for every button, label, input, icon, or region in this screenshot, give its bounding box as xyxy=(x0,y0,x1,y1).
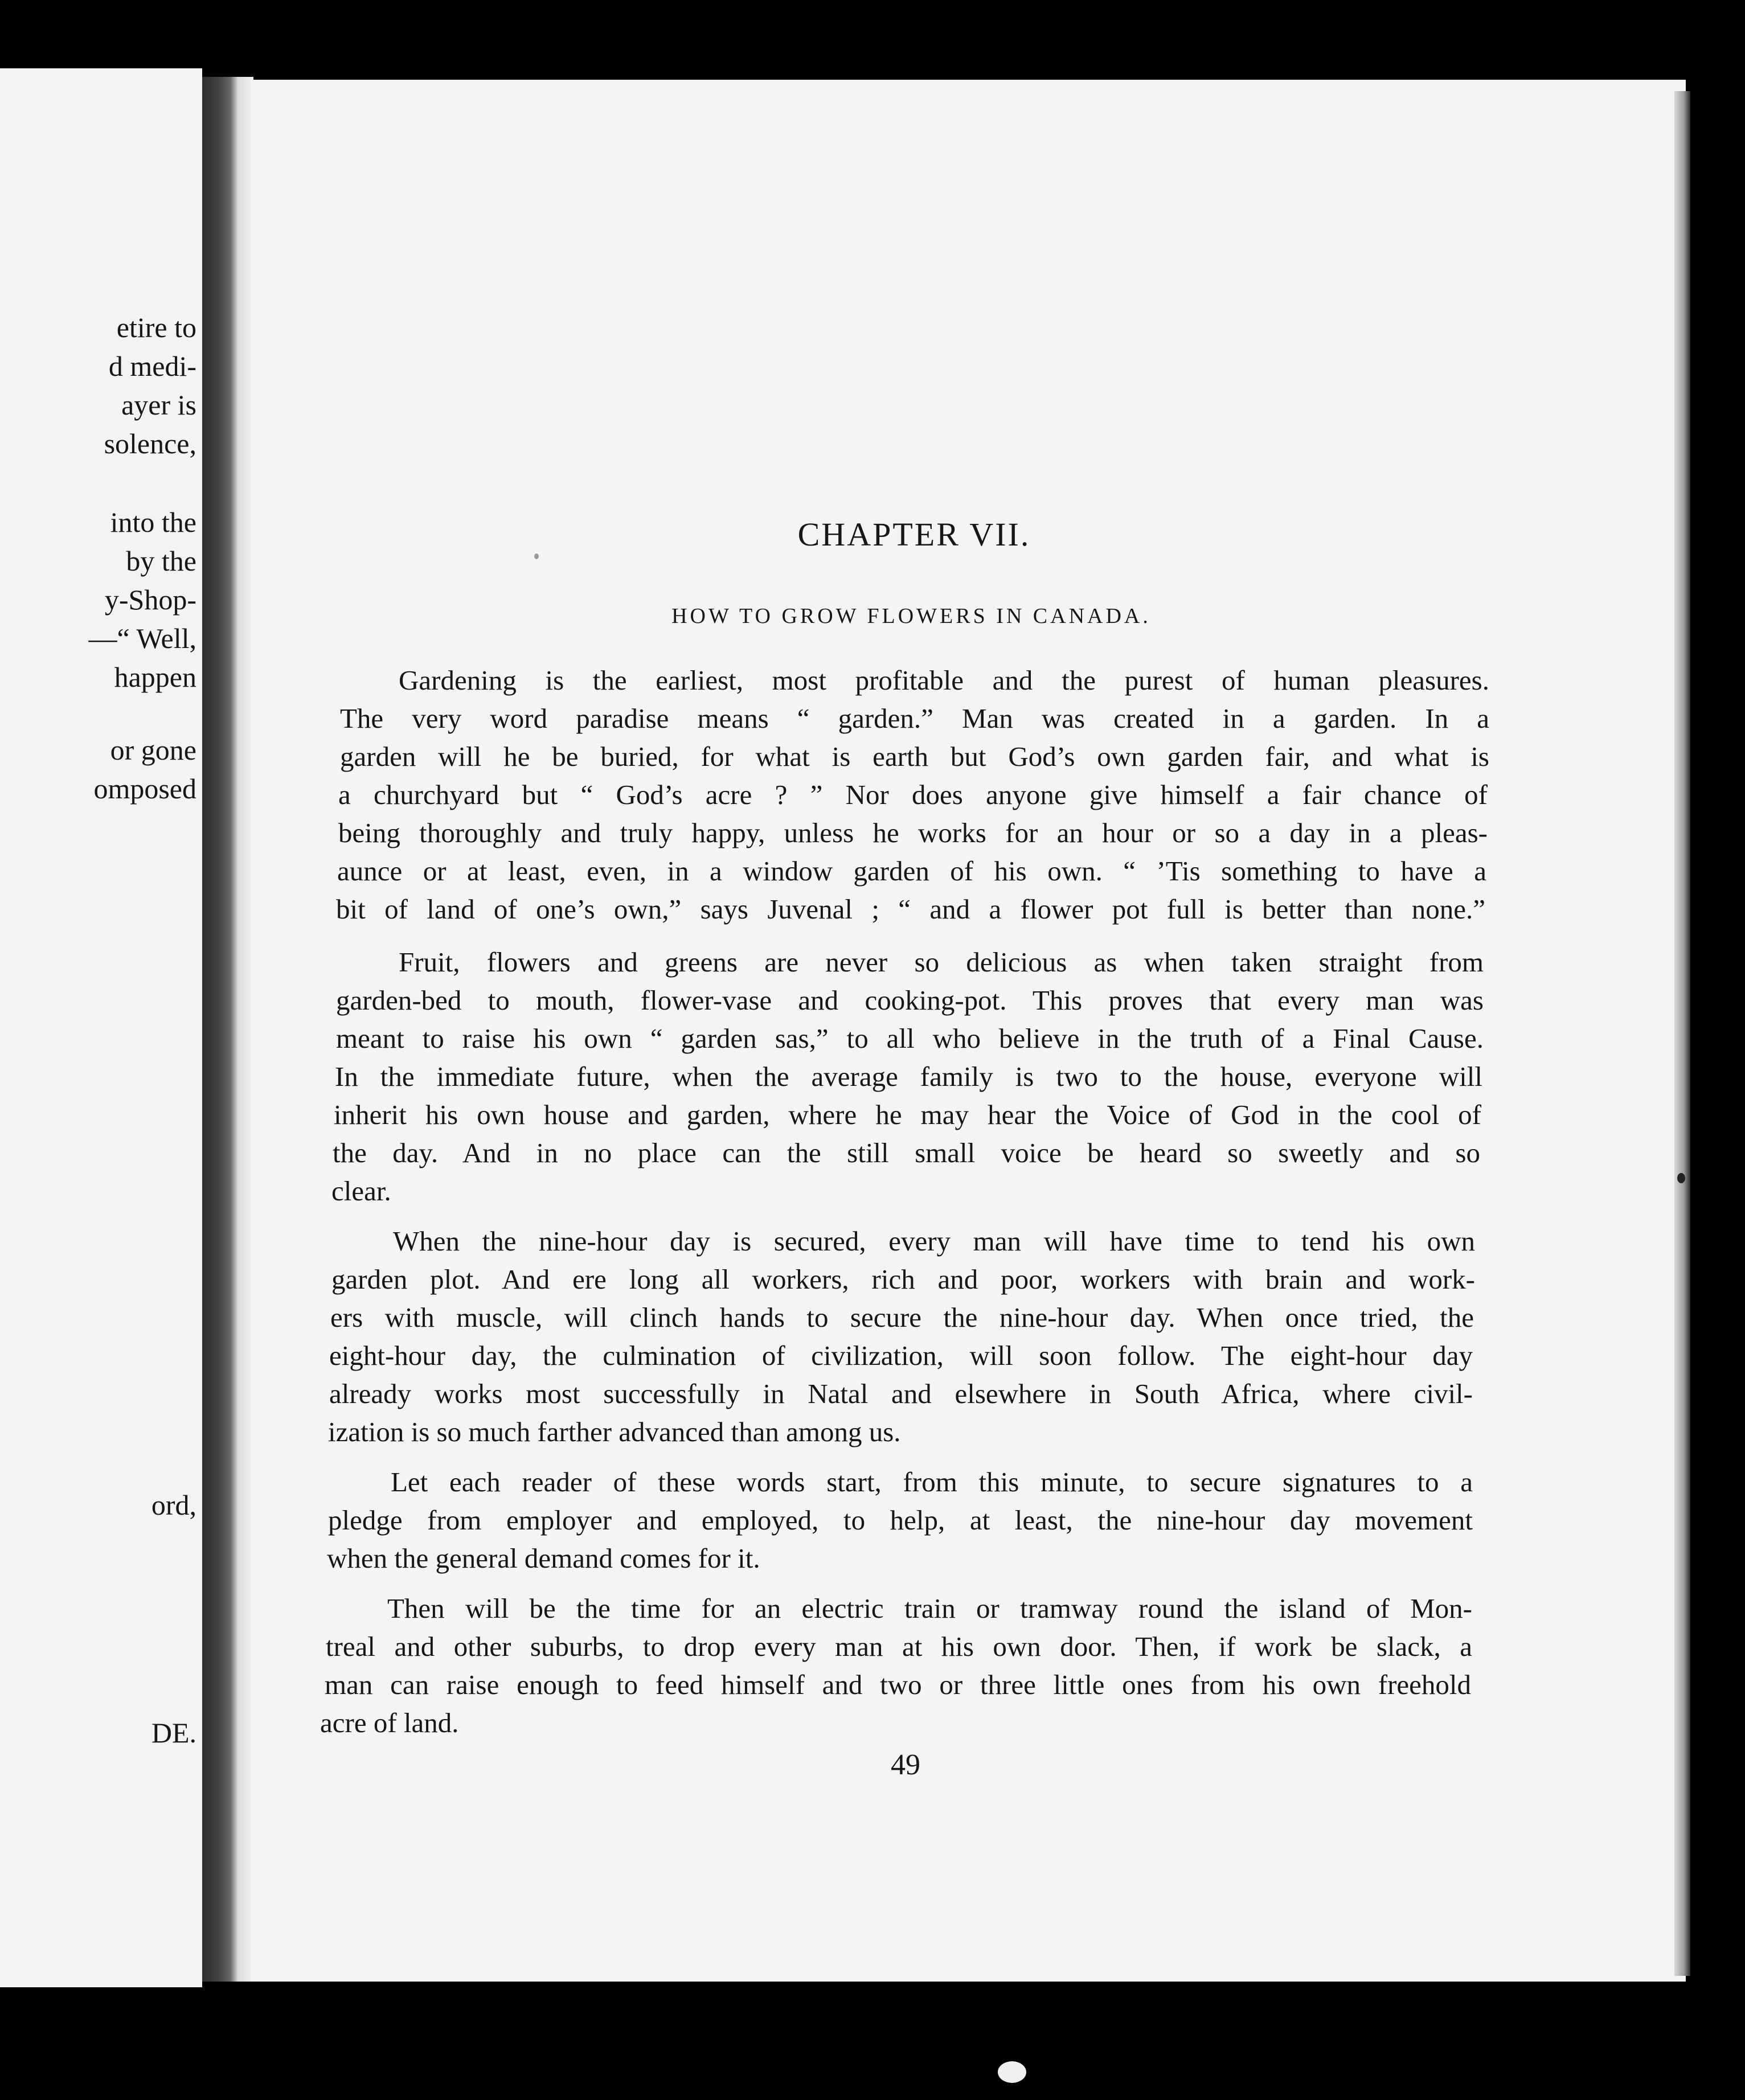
left-page xyxy=(0,68,202,1987)
left-page-line: etire to xyxy=(116,311,196,343)
text-line: ization is so much farther advanced than among us. xyxy=(328,1416,901,1447)
text-line: treal and other suburbs, to drop every man at his own door. Then, if work be slack, a xyxy=(326,1633,1472,1662)
left-page-line: or gone xyxy=(110,734,196,766)
text-line: the day. And in no place can the still small voice be heard so sweetly and so xyxy=(333,1139,1480,1168)
text-line: clear. xyxy=(331,1175,391,1207)
text-line: ers with muscle, will clinch hands to secure the nine-hour day. When once tried, the xyxy=(330,1303,1474,1333)
chapter-title: CHAPTER VII. xyxy=(797,516,1031,553)
left-page-line: —“ Well, xyxy=(88,622,196,654)
left-page-line: DE. xyxy=(151,1717,196,1749)
text-line: inherit his own house and garden, where he may hear the Voice of God in the cool of xyxy=(334,1101,1481,1130)
left-page-line: solence, xyxy=(104,428,196,460)
chapter-subtitle: HOW TO GROW FLOWERS IN CANADA. xyxy=(671,604,1151,628)
text-line: meant to raise his own “ garden sas,” to all who believe in the truth of a Final Cause. xyxy=(336,1024,1484,1054)
text-line: man can raise enough to feed himself and two or three little ones from his own freehold xyxy=(325,1671,1471,1700)
text-line: garden will he be buried, for what is earth but God’s own garden fair, and what is xyxy=(340,743,1489,772)
left-page-line: y-Shop- xyxy=(104,584,196,616)
text-line: being thoroughly and truly happy, unless he works for an hour or so a day in a pleas- xyxy=(338,819,1488,848)
text-line: In the immediate future, when the average family is two to the house, everyone will xyxy=(335,1063,1482,1092)
left-page-line: by the xyxy=(126,545,196,577)
text-line: Fruit, flowers and greens are never so delicious as when taken straight from xyxy=(399,948,1484,978)
text-line: garden plot. And ere long all workers, rich and poor, workers with brain and work- xyxy=(331,1265,1475,1295)
text-line: bit of land of one’s own,” says Juvenal ; “ and a flower pot full is better than none.” xyxy=(336,895,1485,925)
text-line: a churchyard but “ God’s acre ? ” Nor does anyone give himself a fair chance of xyxy=(338,781,1488,810)
text-line: garden-bed to mouth, flower-vase and cooking-pot. This proves that every man was xyxy=(336,986,1484,1016)
text-line: when the general demand comes for it. xyxy=(327,1543,760,1574)
ink-speck xyxy=(534,553,539,559)
text-line: aunce or at least, even, in a window garden of his own. “ ’Tis something to have a xyxy=(337,857,1486,887)
text-line: Let each reader of these words start, from this minute, to secure signatures to a xyxy=(391,1468,1473,1498)
text-line: eight-hour day, the culmination of civilization, will soon follow. The eight-hour day xyxy=(329,1342,1473,1371)
left-page-line: omposed xyxy=(93,773,196,805)
left-page-line: d medi- xyxy=(108,350,196,382)
left-page-line: ord, xyxy=(151,1489,196,1521)
text-line: Then will be the time for an electric train or tramway round the island of Mon- xyxy=(387,1594,1472,1624)
page-number: 49 xyxy=(891,1749,920,1781)
left-page-line: into the xyxy=(110,506,196,538)
text-line: pledge from employer and employed, to help, at least, the nine-hour day movement xyxy=(328,1506,1473,1536)
text-line: The very word paradise means “ garden.” Man was created in a garden. In a xyxy=(340,704,1489,734)
text-line: Gardening is the earliest, most profitable and the purest of human pleasures. xyxy=(399,666,1489,696)
page-edge xyxy=(1674,91,1690,1976)
text-line: When the nine-hour day is secured, every man will have time to tend his own xyxy=(393,1227,1475,1257)
text-line: acre of land. xyxy=(320,1707,459,1738)
book-spine xyxy=(202,77,253,1982)
left-page-line: happen xyxy=(114,661,196,693)
ink-speck xyxy=(1677,1173,1685,1183)
ink-speck xyxy=(998,2061,1026,2083)
text-line: already works most successfully in Natal and elsewhere in South Africa, where civil- xyxy=(329,1380,1473,1409)
left-page-line: ayer is xyxy=(121,389,196,421)
